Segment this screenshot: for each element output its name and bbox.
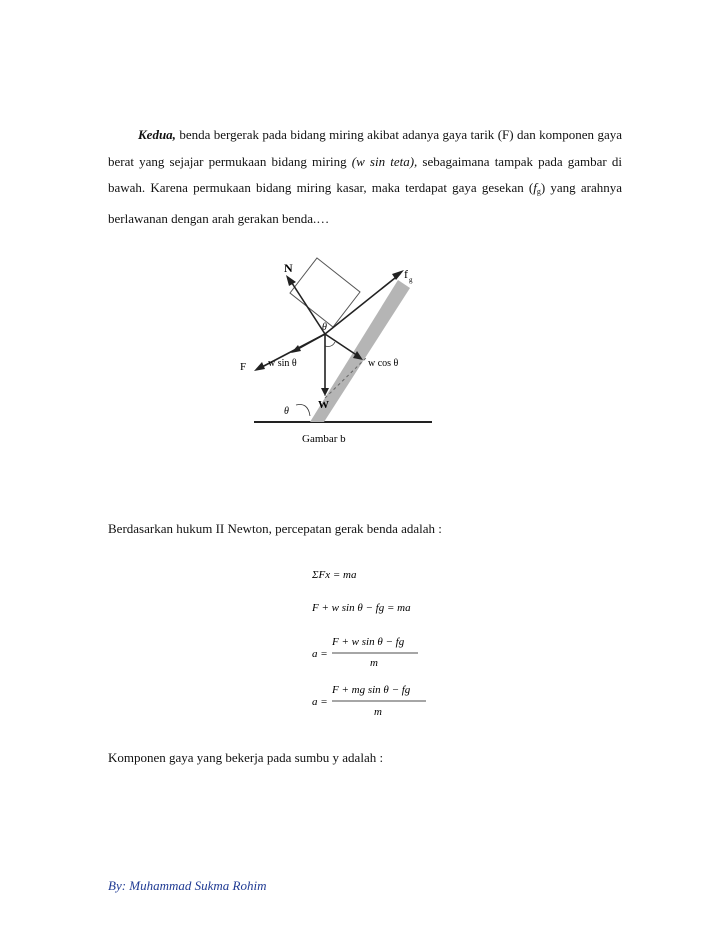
w-sin-arrow [296,334,325,350]
formula-4-denominator: m [374,706,382,718]
theta-arc-base [296,404,310,416]
label-theta-top: θ [322,322,327,333]
formula-4-numerator: F + mg sin θ − fg [332,684,411,696]
paragraph-intro [108,122,622,232]
w-sin-arrowhead [291,345,301,353]
formula-3-numerator: F + w sin θ − fg [332,636,405,648]
paragraph-lead: Kedua, [138,127,176,142]
figure-caption: Gambar b [302,433,346,445]
label-N: N [284,261,293,275]
block [290,258,360,327]
formula-block [300,560,440,720]
paragraph-text-b: sebagaimana tampak pada gambar di bawah. Karena permukaan bidang miring kasar, maka terdapat gaya gesekan ( [108,153,622,195]
label-w-sin: w sin θ [268,358,297,369]
paragraph-y-axis: Komponen gaya yang bekerja pada sumbu y adalah : [108,750,384,765]
friction-subscript: g [536,187,541,196]
paragraph-italic: (w sin teta), [351,153,418,169]
formula-3-denominator: m [370,657,378,669]
label-F: F [240,361,247,373]
theta-arc-top [325,342,335,347]
footer-author: By: Muhammad Sukma Rohim [108,878,267,893]
pull-force-arrowhead [254,362,265,371]
w-cos-arrow [325,334,358,356]
formula-1: ΣFx = ma [312,569,357,581]
label-fg-sub: g [409,276,413,284]
friction-symbol: f [533,180,537,195]
label-fg: f [404,267,408,281]
label-W: W [318,399,329,411]
paragraph-text-c: ) yang arahnya berlawanan dengan arah gerakan benda.… [108,180,622,226]
label-theta-base: θ [284,406,289,417]
formula-2: F + w sin θ − fg = ma [312,602,411,614]
paragraph-text-a: benda bergerak pada bidang miring akibat adanya gaya tarik (F) dan komponen gaya berat yang sejajar permukaan bidang miring [108,127,622,169]
paragraph-newton: Berdasarkan hukum II Newton, percepatan gerak benda adalah : [108,521,442,536]
normal-force-arrow [290,280,325,334]
label-w-cos: w cos θ [368,358,399,369]
inclined-plane-figure [238,250,438,450]
formula-3-lhs: a = [312,648,328,660]
formula-4-lhs: a = [312,696,328,708]
normal-force-arrowhead [286,275,296,286]
